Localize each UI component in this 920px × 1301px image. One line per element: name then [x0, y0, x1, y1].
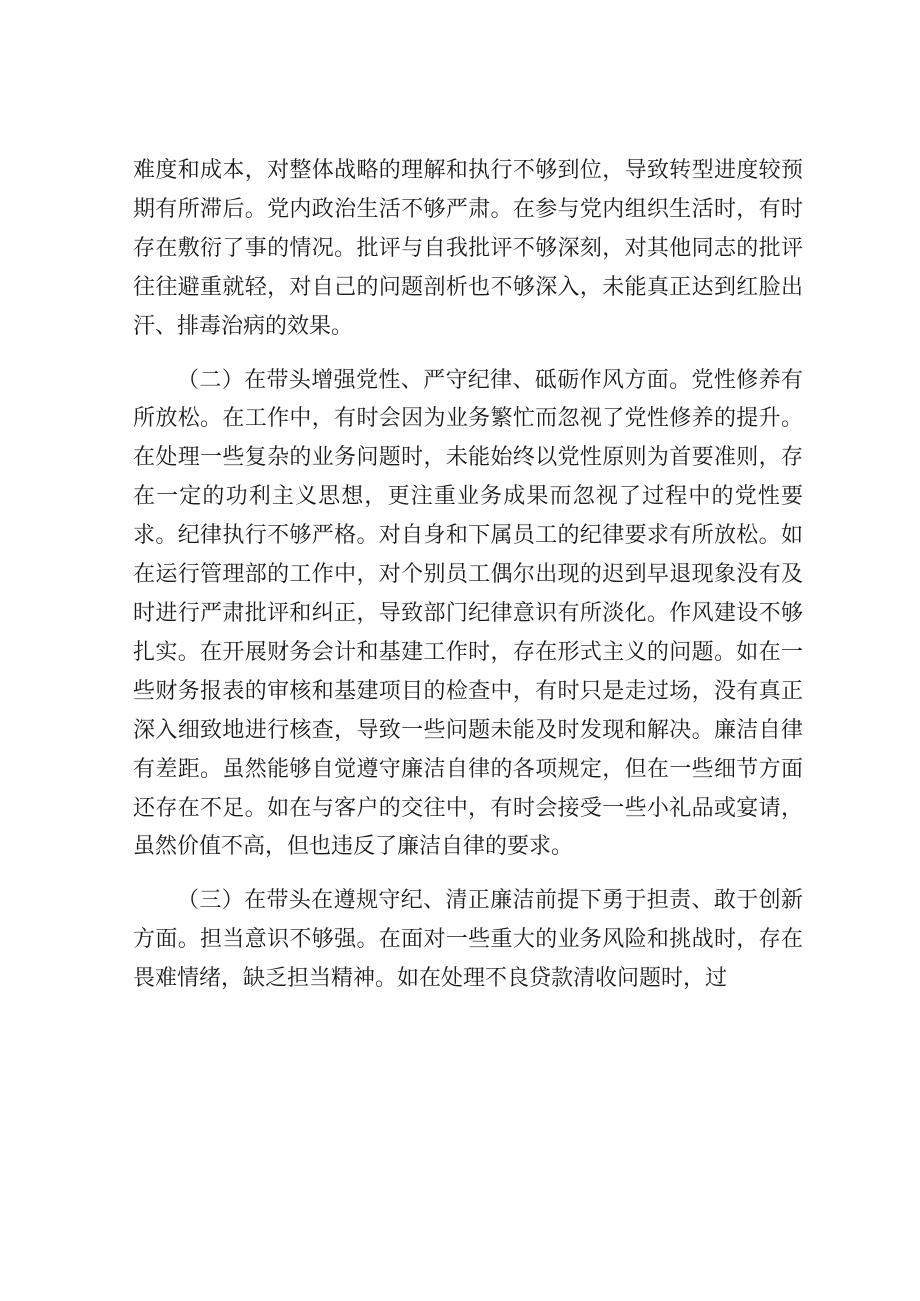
paragraph-section-three: （三）在带头在遵规守纪、清正廉洁前提下勇于担责、敢于创新方面。担当意识不够强。在面对一些重大的业务风险和挑战时，存在畏难情绪，缺乏担当精神。如在处理不良贷款清收问题时，过	[133, 888, 803, 992]
paragraph-section-two: （二）在带头增强党性、严守纪律、砥砺作风方面。党性修养有所放松。在工作中，有时会因为业务繁忙而忽视了党性修养的提升。在处理一些复杂的业务问题时，未能始终以党性原则为首要准则，存在一定的功利主义思想，更注重业务成果而忽视了过程中的党性要求。纪律执行不够严格。对自身和下属员工的纪律要求有所放松。如在运行管理部的工作中，对个别员工偶尔出现的迟到早退现象没有及时进行严肃批评和纠正，导致部门纪律意识有所淡化。作风建设不够扎实。在开展财务会计和基建工作时，存在形式主义的问题。如在一些财务报表的审核和基建项目的检查中，有时只是走过场，没有真正深入细致地进行核查，导致一些问题未能及时发现和解决。廉洁自律有差距。虽然能够自觉遵守廉洁自律的各项规定，但在一些细节方面还存在不足。如在与客户的交往中，有时会接受一些小礼品或宴请，虽然价值不高，但也违反了廉洁自律的要求。	[133, 367, 803, 860]
paragraph-continuation: 难度和成本，对整体战略的理解和执行不够到位，导致转型进度较预期有所滞后。党内政治生活不够严肃。在参与党内组织生活时，有时存在敷衍了事的情况。批评与自我批评不够深刻，对其他同志的批评往往避重就轻，对自己的问题剖析也不够深入，未能真正达到红脸出汗、排毒治病的效果。	[133, 158, 803, 339]
document-body	[133, 152, 803, 999]
